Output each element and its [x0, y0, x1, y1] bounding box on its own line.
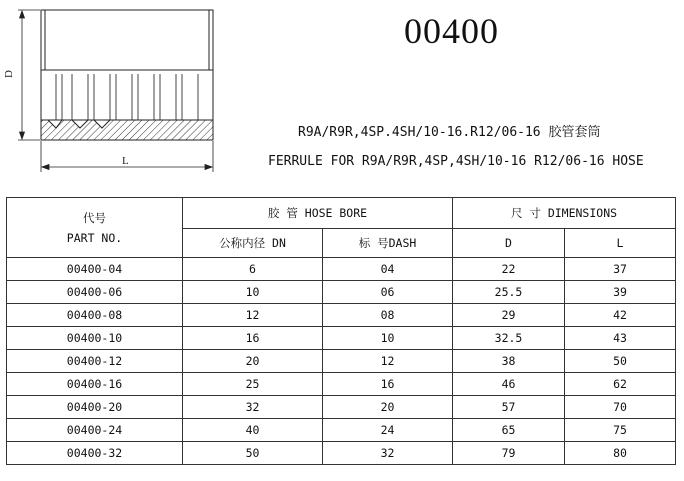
d-cell: 79 [453, 442, 565, 465]
part-cell: 00400-12 [7, 350, 183, 373]
part-no-header [7, 198, 183, 258]
d-cell: 22 [453, 258, 565, 281]
dn-cell: 10 [183, 281, 323, 304]
dn-header: 公称内径 DN [183, 229, 323, 258]
d-cell: 29 [453, 304, 565, 327]
part-cell: 00400-04 [7, 258, 183, 281]
part-cell: 00400-24 [7, 419, 183, 442]
table-row [7, 281, 676, 304]
d-cell: 46 [453, 373, 565, 396]
table-row [7, 350, 676, 373]
dash-cell: 04 [323, 258, 453, 281]
part-cell: 00400-08 [7, 304, 183, 327]
l-cell: 50 [565, 350, 676, 373]
dn-cell: 12 [183, 304, 323, 327]
l-cell: 43 [565, 327, 676, 350]
table-row [7, 258, 676, 281]
part-no-header-cn: 代号 [83, 210, 106, 225]
product-code-title: 00400 [404, 11, 499, 51]
dash-cell: 20 [323, 396, 453, 419]
table-row [7, 396, 676, 419]
dimensions-header: 尺 寸 DIMENSIONS [453, 198, 676, 229]
spec-table [6, 197, 676, 465]
part-cell: 00400-32 [7, 442, 183, 465]
dash-cell: 32 [323, 442, 453, 465]
section-hatch [41, 120, 213, 140]
l-cell: 39 [565, 281, 676, 304]
d-cell: 65 [453, 419, 565, 442]
dn-cell: 32 [183, 396, 323, 419]
d-cell: 38 [453, 350, 565, 373]
l-cell: 70 [565, 396, 676, 419]
dash-cell: 16 [323, 373, 453, 396]
d-cell: 25.5 [453, 281, 565, 304]
d-cell: 57 [453, 396, 565, 419]
l-cell: 75 [565, 419, 676, 442]
table-row [7, 373, 676, 396]
dash-cell: 06 [323, 281, 453, 304]
hose-bore-header: 胶 管 HOSE BORE [183, 198, 453, 229]
dash-cell: 24 [323, 419, 453, 442]
dash-cell: 08 [323, 304, 453, 327]
table-row [7, 304, 676, 327]
part-no-header-en: PART NO. [66, 230, 123, 245]
dimension-d-label: D [3, 70, 15, 78]
dash-cell: 10 [323, 327, 453, 350]
l-cell: 42 [565, 304, 676, 327]
subtitle-english: FERRULE FOR R9A/R9R,4SP,4SH/10-16 R12/06-16 HOSE [268, 154, 644, 169]
dash-cell: 12 [323, 350, 453, 373]
d-header: D [453, 229, 565, 258]
dash-header: 标 号DASH [323, 229, 453, 258]
d-cell: 32.5 [453, 327, 565, 350]
dn-cell: 40 [183, 419, 323, 442]
l-header: L [565, 229, 676, 258]
l-cell: 37 [565, 258, 676, 281]
dn-cell: 16 [183, 327, 323, 350]
subtitle-chinese: R9A/R9R,4SP.4SH/10-16.R12/06-16 胶管套筒 [298, 125, 601, 140]
dimension-l-label: L [122, 155, 129, 167]
part-cell: 00400-06 [7, 281, 183, 304]
l-cell: 62 [565, 373, 676, 396]
part-cell: 00400-16 [7, 373, 183, 396]
table-row [7, 327, 676, 350]
dn-cell: 25 [183, 373, 323, 396]
dn-cell: 20 [183, 350, 323, 373]
part-cell: 00400-20 [7, 396, 183, 419]
dn-cell: 6 [183, 258, 323, 281]
dn-cell: 50 [183, 442, 323, 465]
table-row [7, 442, 676, 465]
part-cell: 00400-10 [7, 327, 183, 350]
ferrule-drawing [0, 0, 230, 180]
dimension-d [18, 10, 40, 140]
l-cell: 80 [565, 442, 676, 465]
table-row [7, 419, 676, 442]
